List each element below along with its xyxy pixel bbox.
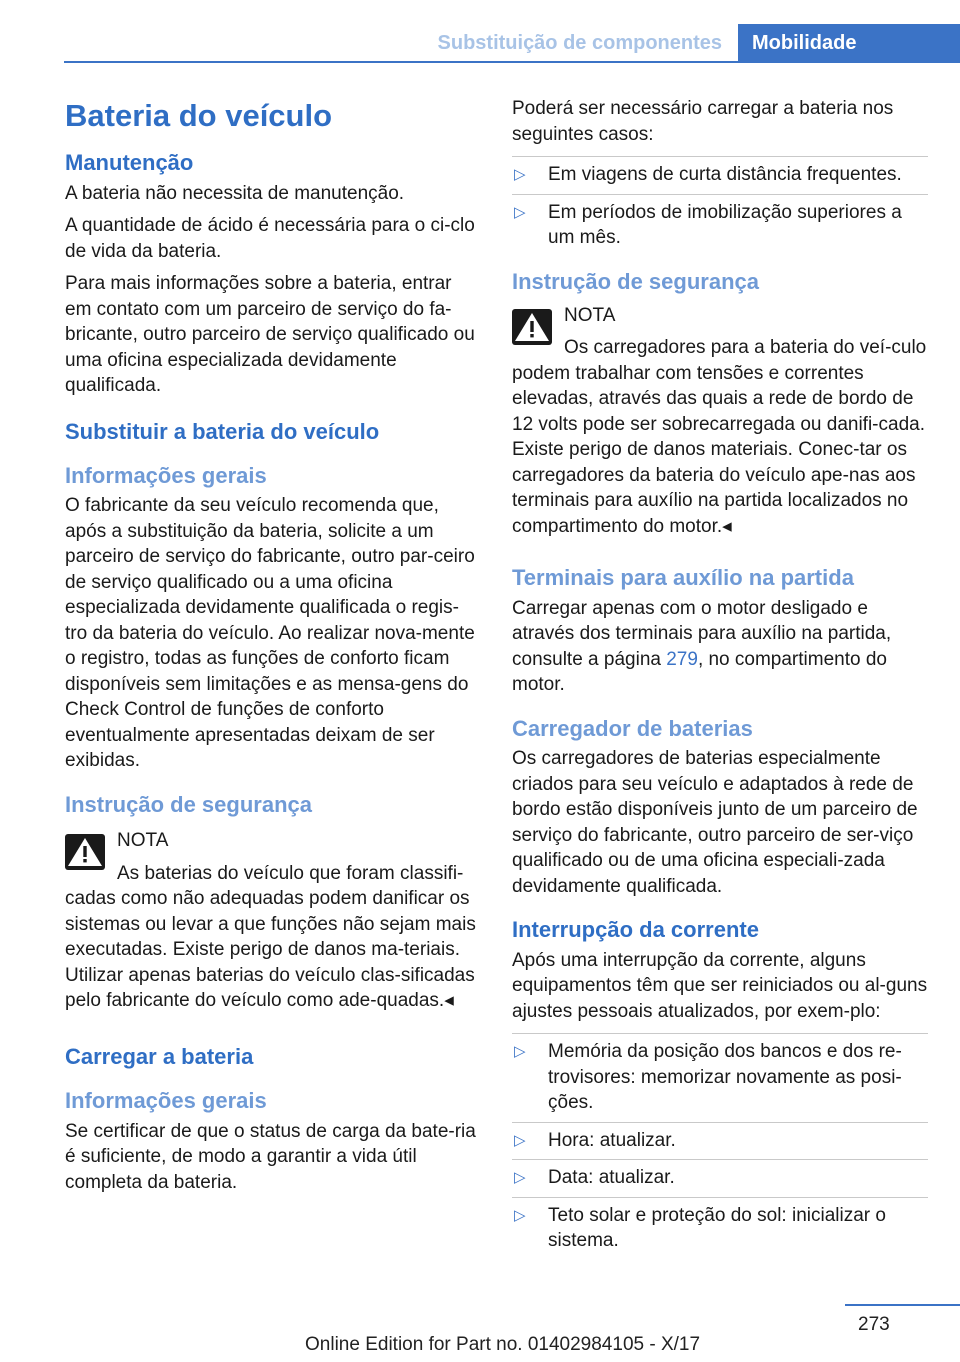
edition-footer: Online Edition for Part no. 01402984105 - X/17 bbox=[305, 1334, 701, 1355]
triangle-marker-icon: ▷ bbox=[514, 203, 526, 221]
list-item: ▷ Em viagens de curta distância frequentes. bbox=[512, 156, 928, 188]
list-item: ▷ Data: atualizar. bbox=[512, 1159, 928, 1191]
heading-substituir: Substituir a bateria do veículo bbox=[65, 418, 380, 444]
paragraph: O fabricante da seu veículo recomenda que, após a substituição da bateria, solicite a um parceiro de serviço do fabricante, outro par-ceiro de serviço qualificado ou a uma oficina especializada devidamente qualificada o regis-tro da bateria do veículo. Ao realizar nova-mente o registro, todas as funções de conforto ficam disponíveis sem limitações e as mensa-gens do Check Control de funções de conforto eventualmente apresentadas deixam de ser exibidas. bbox=[65, 495, 475, 772]
paragraph: Carregar apenas com o motor desligado e através dos terminais para auxílio na partida, consulte a página 279, no compartimento do motor. bbox=[512, 597, 892, 696]
heading-carregar-bateria: Carregar a bateria bbox=[65, 1043, 254, 1069]
header-section-title: Substituição de componentes bbox=[437, 32, 722, 54]
page-number: 273 bbox=[858, 1314, 890, 1335]
heading-interrupcao: Interrupção da corrente bbox=[512, 917, 759, 943]
list-item: ▷ Memória da posição dos bancos e dos re-trovisores: memorizar novamente as posi-ções. bbox=[512, 1033, 928, 1116]
left-column bbox=[65, 96, 479, 1202]
paragraph: A bateria não necessita de manutenção. bbox=[65, 182, 405, 204]
warning-text: As baterias do veículo que foram classifi-cadas como não adequadas podem danificar os sistemas ou levar a que funções não sejam mais executadas. Existe perigo de danos ma-teriais. Utilizar apenas baterias do veículo clas-sificadas pelo fabricante do veículo como ade-quadas.◂ bbox=[65, 862, 476, 1012]
warning-text: Os carregadores para a bateria do veí-culo podem trabalhar com tensões e correntes elevadas, através das quais a rede de bordo de 12 volts pode ser sobrecarregada ou danifi-cada. Existe perigo de danos materiais. Conec-tar os carregadores da bateria do veículo ape-nas aos terminais para auxílio na partida localizados no compartimento do motor.◂ bbox=[512, 337, 927, 537]
list-item: ▷ Em períodos de imobilização superiores a um mês. bbox=[512, 194, 928, 251]
heading-instrucao-seguranca: Instrução de segurança bbox=[65, 791, 312, 817]
paragraph: Para mais informações sobre a bateria, entrar em contato com um parceiro de serviço do fa-bricante, outro parceiro de serviço qualificado ou uma oficina especializada devidamente qualificada. bbox=[65, 273, 475, 397]
heading-terminais: Terminais para auxílio na partida bbox=[512, 565, 854, 591]
paragraph: Os carregadores de baterias especialmente criados para seu veículo e adaptados à rede de bordo estão disponíveis junto de um parceiro de serviço do fabricante, outro parceiro de ser-viço qualificado ou de uma oficina especiali-zada devidamente qualificada. bbox=[512, 748, 918, 897]
heading-informacoes-gerais: Informações gerais bbox=[65, 1088, 267, 1114]
warning-icon bbox=[512, 309, 552, 345]
heading-informacoes-gerais: Informações gerais bbox=[65, 463, 267, 489]
heading-manutencao: Manutenção bbox=[65, 150, 194, 176]
warning-label: NOTA bbox=[117, 830, 169, 852]
page-reference-link[interactable]: 279 bbox=[666, 648, 698, 670]
warning-note bbox=[512, 303, 928, 540]
warning-icon bbox=[65, 834, 105, 870]
heading-carregador: Carregador de baterias bbox=[512, 715, 753, 741]
triangle-marker-icon: ▷ bbox=[514, 1131, 526, 1149]
triangle-marker-icon: ▷ bbox=[514, 166, 526, 183]
warning-note bbox=[65, 828, 479, 1014]
triangle-marker-icon: ▷ bbox=[514, 1169, 526, 1187]
paragraph: Se certificar de que o status de carga da bate-ria é suficiente, de modo a garantir a vida útil completa da bateria. bbox=[65, 1120, 476, 1193]
footer-rule bbox=[845, 1304, 960, 1306]
header-chapter-tab[interactable]: Mobilidade bbox=[738, 24, 960, 62]
right-column bbox=[512, 96, 928, 1260]
triangle-marker-icon: ▷ bbox=[514, 1206, 526, 1224]
paragraph: Poderá ser necessário carregar a bateria nos seguintes casos: bbox=[512, 98, 894, 145]
warning-label: NOTA bbox=[564, 304, 616, 326]
header-rule bbox=[64, 61, 960, 63]
list-item: ▷ Hora: atualizar. bbox=[512, 1122, 928, 1154]
paragraph: A quantidade de ácido é necessária para o ci-clo de vida da bateria. bbox=[65, 215, 475, 262]
paragraph: Após uma interrupção da corrente, alguns equipamentos têm que ser reiniciados ou al-guns ajustes pessoais atualizados, por exem-plo: bbox=[512, 949, 928, 1022]
list-item: ▷ Teto solar e proteção do sol: inicializar o sistema. bbox=[512, 1197, 928, 1254]
page-title: Bateria do veículo bbox=[65, 98, 333, 133]
triangle-marker-icon: ▷ bbox=[514, 1043, 526, 1061]
heading-instrucao-seguranca: Instrução de segurança bbox=[512, 268, 759, 294]
